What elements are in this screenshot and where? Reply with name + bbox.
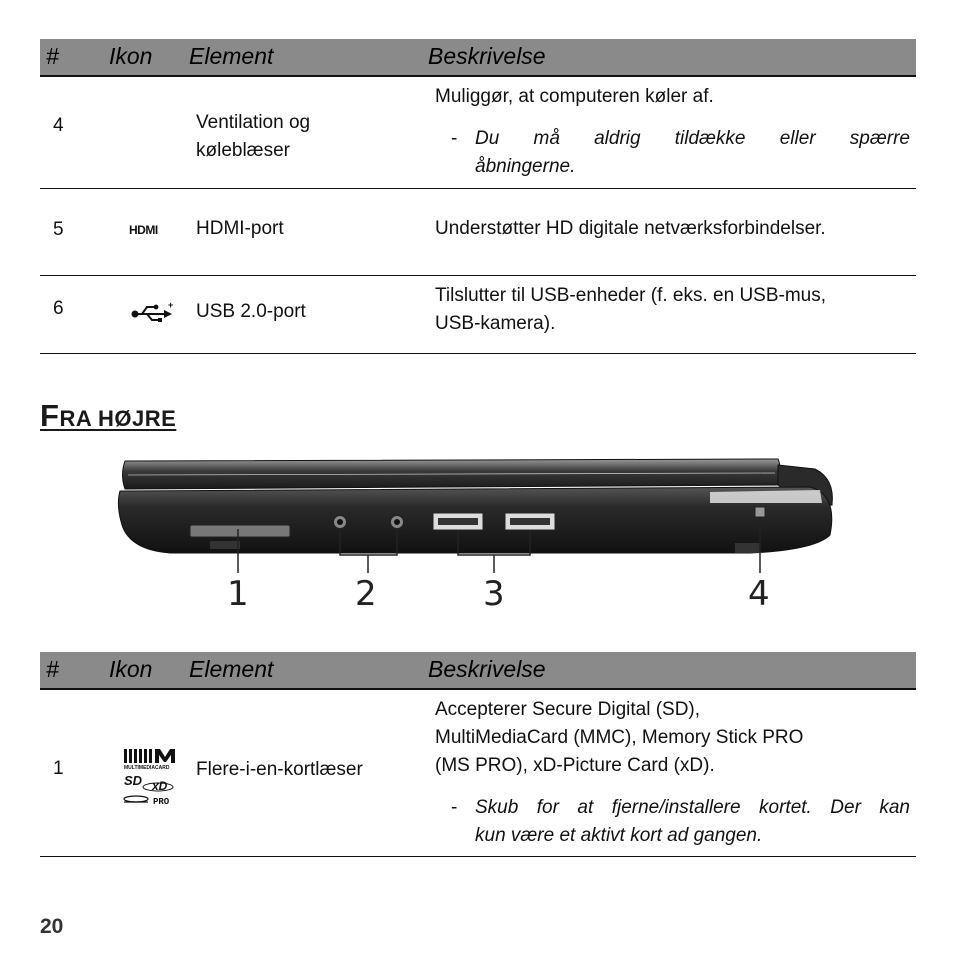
row-description: Accepterer Secure Digital (SD), MultiMediaCard (MMC), Memory Stick PRO (MS PRO), xD-Picture Card (xD). - Skub for at fjerne/installere kortet. Der kan kun være et aktivt kort ad gangen. xyxy=(435,696,910,850)
row-element: HDMI-port xyxy=(196,218,284,239)
laptop-right-side-illustration xyxy=(110,455,840,580)
table-row xyxy=(40,189,916,276)
row-note: - Du må aldrig tildække eller spærre åbningerne. xyxy=(451,128,910,177)
svg-text:xD: xD xyxy=(152,779,168,793)
callout-2: 2 xyxy=(355,574,377,614)
callout-3: 3 xyxy=(483,574,505,614)
row-number: 1 xyxy=(53,758,64,779)
hdmi-icon xyxy=(128,221,176,243)
header-icon: Ikon xyxy=(109,656,153,682)
table-row xyxy=(40,77,916,189)
header-num: # xyxy=(46,656,59,682)
section-title: FRA HØJRE xyxy=(40,398,177,433)
row-element: Ventilation og køleblæser xyxy=(196,112,311,161)
row-description: Muliggør, at computeren køler af. - Du må aldrig tildække eller spærre åbningerne. xyxy=(435,83,910,181)
callout-1: 1 xyxy=(227,574,249,614)
row-element: USB 2.0-port xyxy=(196,301,306,322)
page-number: 20 xyxy=(40,915,64,938)
svg-text:HDMI: HDMI xyxy=(129,223,158,237)
header-num: # xyxy=(46,43,59,69)
row-description: Tilslutter til USB-enheder (f. eks. en USB-mus, USB-kamera). xyxy=(435,285,827,334)
table-row xyxy=(40,276,916,354)
header-description: Beskrivelse xyxy=(428,656,546,682)
table-header xyxy=(40,39,916,77)
ports-table-right xyxy=(40,652,916,857)
ports-table-top xyxy=(40,39,916,354)
header-description: Beskrivelse xyxy=(428,43,546,69)
row-description: Understøtter HD digitale netværksforbindelser. xyxy=(435,218,826,239)
row-number: 5 xyxy=(53,219,64,240)
svg-text:+: + xyxy=(168,300,174,310)
table-header xyxy=(40,652,916,690)
svg-text:SD: SD xyxy=(124,773,143,788)
card-reader-icon xyxy=(122,747,184,815)
header-element: Element xyxy=(189,43,274,69)
header-icon: Ikon xyxy=(109,43,153,69)
header-element: Element xyxy=(189,656,274,682)
callout-4: 4 xyxy=(748,574,770,614)
svg-text:MULTIMEDIACARD: MULTIMEDIACARD xyxy=(124,765,170,771)
usb-icon xyxy=(128,300,176,330)
row-element: Flere-i-en-kortlæser xyxy=(196,759,363,780)
row-note: - Skub for at fjerne/installere kortet. Der kan kun være et aktivt kort ad gangen. xyxy=(451,797,910,846)
row-number: 6 xyxy=(53,298,64,319)
row-number: 4 xyxy=(53,115,64,136)
svg-text:PRO: PRO xyxy=(153,797,170,807)
table-row xyxy=(40,690,916,857)
